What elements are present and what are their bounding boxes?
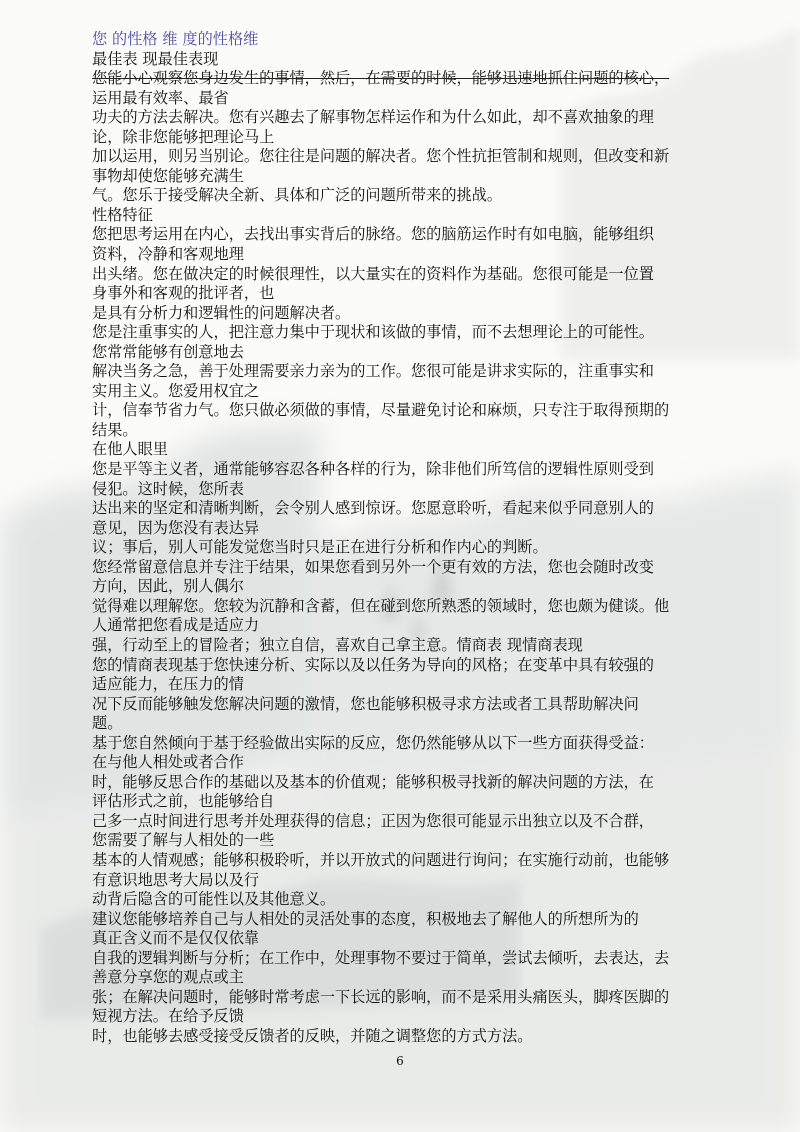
text-line: 您把思考运用在内心，去找出事实背后的脉络。您的脑筋运作时有如电脑，能够组织 [92, 225, 654, 244]
text-line: 资料，冷静和客观地理 [92, 245, 244, 264]
text-line: 善意分享您的观点或主 [92, 968, 244, 987]
text-line: 您需要了解与人相处的一些 [92, 831, 275, 850]
text-line: 自我的逻辑判断与分析；在工作中，处理事物不要过于简单，尝试去倾听，去表达，去 [92, 948, 670, 967]
text-line: 适应能力，在压力的情 [92, 675, 244, 694]
text-line: 您是注重事实的人，把注意力集中于现状和该做的事情，而不去想理论上的可能性。 [92, 323, 654, 342]
text-line: 建议您能够培养自己与人相处的灵活处事的态度，积极地去了解他人的所想所为的 [92, 909, 639, 928]
text-line: 计，信奉节省力气。您只做必须做的事情，尽量避免讨论和麻烦，只专注于取得预期的 [92, 401, 670, 420]
text-line: 气。您乐于接受解决全新、具体和广泛的问题所带来的挑战。 [92, 186, 503, 205]
text-line: 时，能够反思合作的基础以及基本的价值观；能够积极寻找新的解决问题的方法，在 [92, 772, 654, 791]
text-line: 在与他人相处或者合作 [92, 753, 244, 772]
text-line: 题。 [92, 714, 123, 733]
text-line: 时，也能够去感受接受反馈者的反映，并随之调整您的方式方法。 [92, 1026, 533, 1045]
text-line: 己多一点时间进行思考并处理获得的信息；正因为您很可能显示出独立以及不合群， [92, 811, 654, 830]
page-number: 6 [396, 1054, 404, 1068]
text-line: 您能小心观察您身边发生的事情，然后，在需要的时候，能够迅速地抓住问题的核心， [92, 69, 670, 88]
text-line: 功夫的方法去解决。您有兴趣去了解事物怎样运作和为什么如此，却不喜欢抽象的理 [92, 108, 654, 127]
text-line: 实用主义。您爱用权宜之 [92, 381, 260, 400]
text-line: 在他人眼里 [92, 440, 168, 459]
text-line: 强，行动至上的冒险者；独立自信，喜欢自己拿主意。情商表 现情商表现 [92, 635, 583, 654]
text-line: 方向，因此，别人偶尔 [92, 577, 244, 596]
text-line: 有意识地思考大局以及行 [92, 870, 260, 889]
text-line: 加以运用，则另当别论。您往往是问题的解决者。您个性抗拒管制和规则，但改变和新 [92, 147, 670, 166]
text-line: 况下反而能够触发您解决问题的激情，您也能够积极寻求方法或者工具帮助解决问 [92, 694, 639, 713]
text-line: 您常常能够有创意地去 [92, 342, 244, 361]
section-heading: 您 的性格 维 度的性格维 [92, 30, 259, 48]
text-line: 最佳表 现最佳表现 [92, 49, 219, 68]
text-line: 评估形式之前，也能够给自 [92, 792, 275, 811]
text-line: 身事外和客观的批评者，也 [92, 284, 275, 303]
text-line: 结果。 [92, 420, 138, 439]
text-line: 您的情商表现基于您快速分析、实际以及以任务为导向的风格；在变革中具有较强的 [92, 655, 654, 674]
text-line: 您经常留意信息并专注于结果，如果您看到另外一个更有效的方法，您也会随时改变 [92, 557, 654, 576]
text-line: 觉得难以理解您。您较为沉静和含蓄，但在碰到您所熟悉的领域时，您也颇为健谈。他 [92, 596, 670, 615]
text-line: 达出来的坚定和清晰判断，会令别人感到惊讶。您愿意聆听，看起来似乎同意别人的 [92, 499, 654, 518]
text-line: 动背后隐含的可能性以及其他意义。 [92, 890, 335, 909]
text-line: 真正含义而不是仅仅依靠 [92, 929, 260, 948]
text-line: 张；在解决问题时，能够时常考虑一下长远的影响，而不是采用头痛医头，脚疼医脚的 [92, 987, 670, 1006]
text-line: 基于您自然倾向于基于经验做出实际的反应，您仍然能够从以下一些方面获得受益： [92, 733, 654, 752]
text-line: 基本的人情观感；能够积极聆听，并以开放式的问题进行询问；在实施行动前，也能够 [92, 850, 670, 869]
text-line: 短视方法。在给予反馈 [92, 1007, 244, 1026]
text-line: 您是平等主义者，通常能够容忍各种各样的行为，除非他们所笃信的逻辑性原则受到 [92, 460, 654, 479]
text-line: 性格特征 [92, 205, 153, 224]
text-line: 侵犯。这时候，您所表 [92, 479, 244, 498]
text-line: 出头绪。您在做决定的时候很理性，以大量实在的资料作为基础。您很可能是一位置 [92, 264, 654, 283]
text-line: 意见，因为您没有表达异 [92, 518, 260, 537]
text-line: 是具有分析力和逻辑性的问题解决者。 [92, 303, 351, 322]
text-line: 运用最有效率、最省 [92, 88, 229, 107]
body-text [92, 50, 697, 1047]
text-line: 解决当务之急，善于处理需要亲力亲为的工作。您很可能是讲求实际的，注重事实和 [92, 362, 654, 381]
text-line: 论，除非您能够把理论马上 [92, 127, 275, 146]
text-line: 事物却使您能够充满生 [92, 166, 244, 185]
text-line: 人通常把您看成是适应力 [92, 616, 260, 635]
document-page [92, 30, 697, 1046]
text-line: 议；事后，别人可能发觉您当时只是正在进行分析和作内心的判断。 [92, 538, 548, 557]
